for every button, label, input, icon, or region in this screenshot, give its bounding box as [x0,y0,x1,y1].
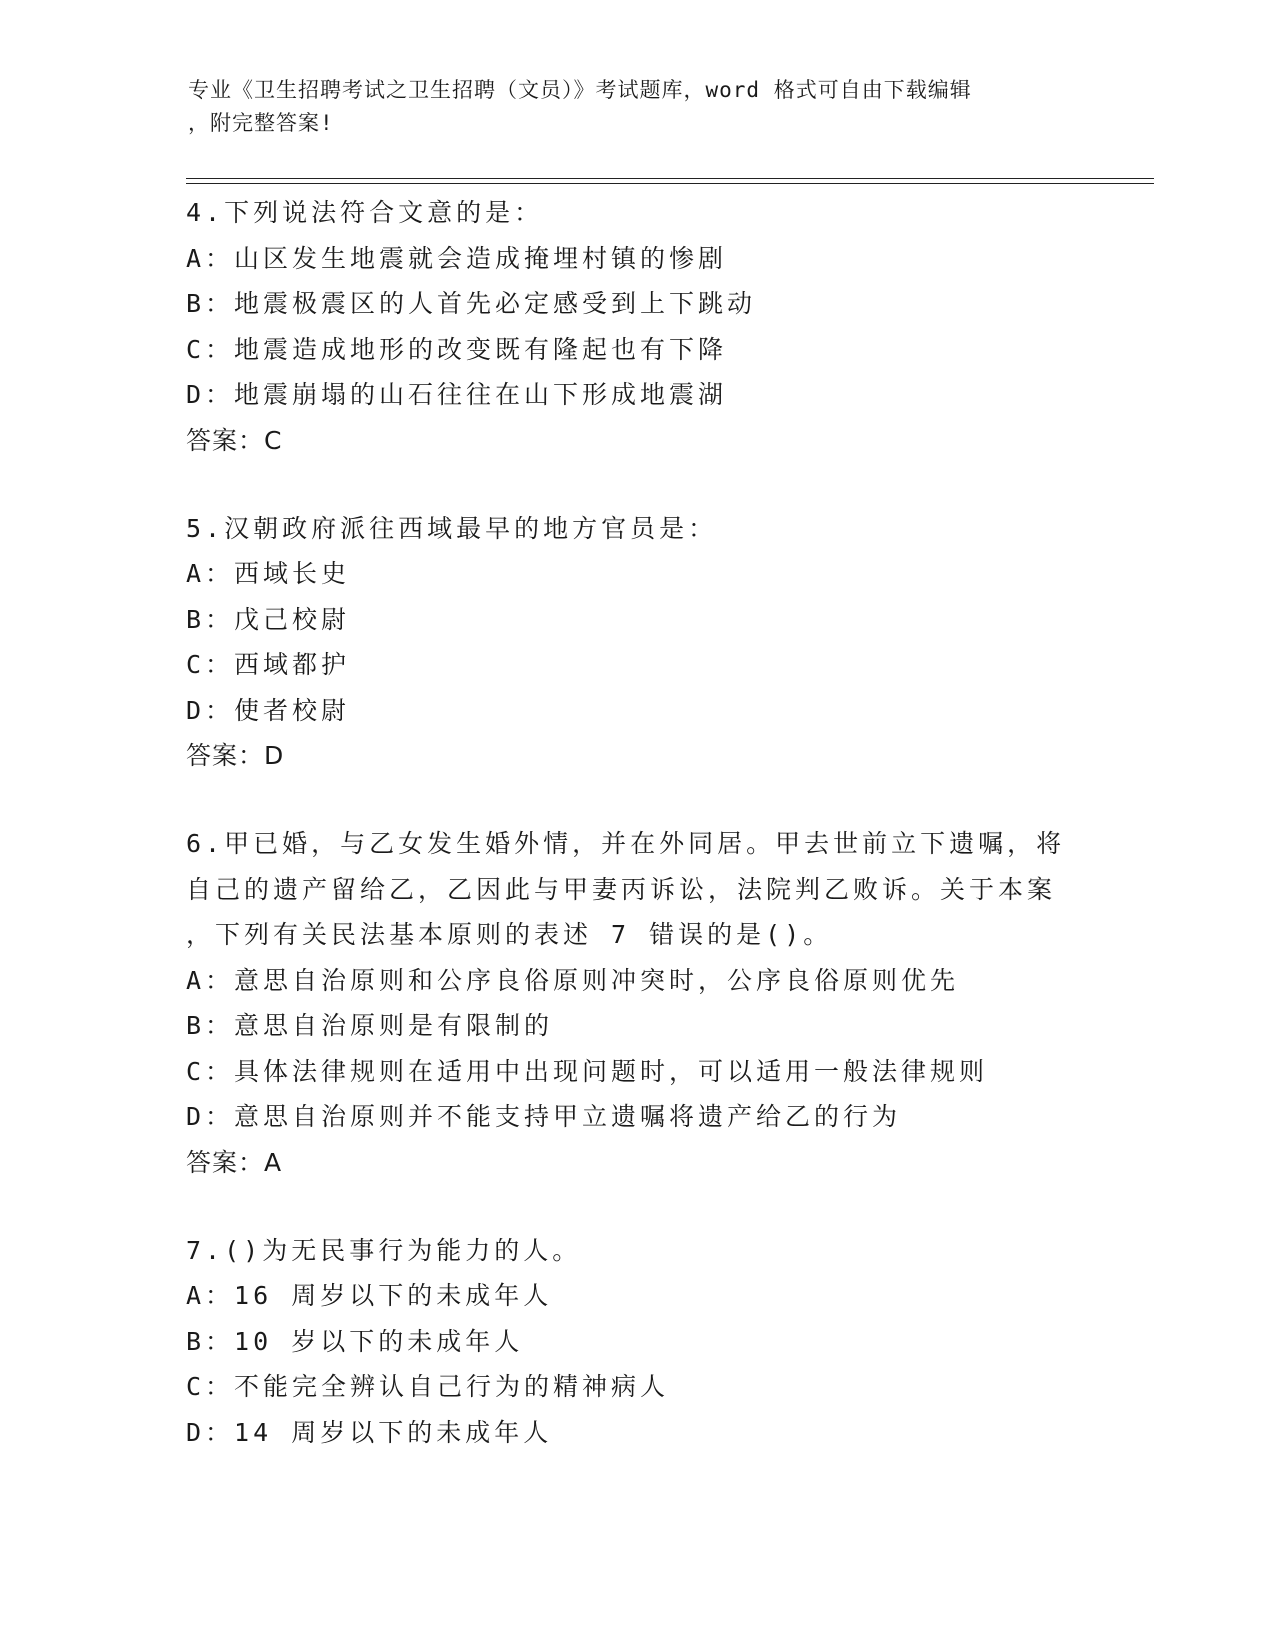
option-a: A：意思自治原则和公序良俗原则冲突时，公序良俗原则优先 [186,965,960,995]
option-a: A：山区发生地震就会造成掩埋村镇的惨剧 [186,243,728,273]
option-d: D：使者校尉 [186,695,351,725]
question-line: 自己的遗产留给乙，乙因此与甲妻丙诉讼，法院判乙败诉。关于本案 [186,874,1057,904]
header-divider [186,178,1154,179]
question-item [186,821,1086,1186]
question-item [186,190,1086,464]
answer-text: 答案：A [186,1147,283,1177]
option-d: D：14 周岁以下的未成年人 [186,1417,553,1447]
option-a: A：16 周岁以下的未成年人 [186,1281,553,1310]
option-b: B：地震极震区的人首先必定感受到上下跳动 [186,289,757,318]
option-c: C：地震造成地形的改变既有隆起也有下降 [186,334,728,364]
question-line: 4.下列说法符合文意的是： [186,198,544,227]
question-line: ，下列有关民法基本原则的表述 7 错误的是()。 [186,920,833,949]
option-c: C：具体法律规则在适用中出现问题时，可以适用一般法律规则 [186,1056,989,1086]
option-d: D：意思自治原则并不能支持甲立遗嘱将遗产给乙的行为 [186,1102,902,1131]
question-line: 6.甲已婚，与乙女发生婚外情，并在外同居。甲去世前立下遗嘱，将 [186,829,1066,858]
question-item [186,506,1086,780]
option-a: A：西域长史 [186,559,351,588]
question-line: 7.()为无民事行为能力的人。 [186,1235,582,1265]
question-text [186,190,1086,236]
answer-text: 答案：C [186,425,283,455]
answer-text: 答案：D [186,741,285,770]
option-b: B：戊己校尉 [186,604,351,634]
option-c: C：不能完全辨认自己行为的精神病人 [186,1372,670,1401]
header-line: 专业《卫生招聘考试之卫生招聘（文员）》考试题库，word 格式可自由下载编辑 [188,78,972,102]
header-divider [186,183,1154,184]
question-text [186,1228,1086,1274]
question-item [186,1228,1086,1456]
question-text [186,821,1086,958]
document-header [188,74,1068,140]
question-line: 5.汉朝政府派往西域最早的地方官员是： [186,513,718,543]
option-c: C：西域都护 [186,650,351,679]
question-text [186,506,1086,552]
option-b: B：10 岁以下的未成年人 [186,1326,524,1356]
option-d: D：地震崩塌的山石往往在山下形成地震湖 [186,380,728,409]
header-line: ，附完整答案! [188,111,334,135]
option-b: B：意思自治原则是有限制的 [186,1011,554,1040]
question-list [186,190,1086,1497]
